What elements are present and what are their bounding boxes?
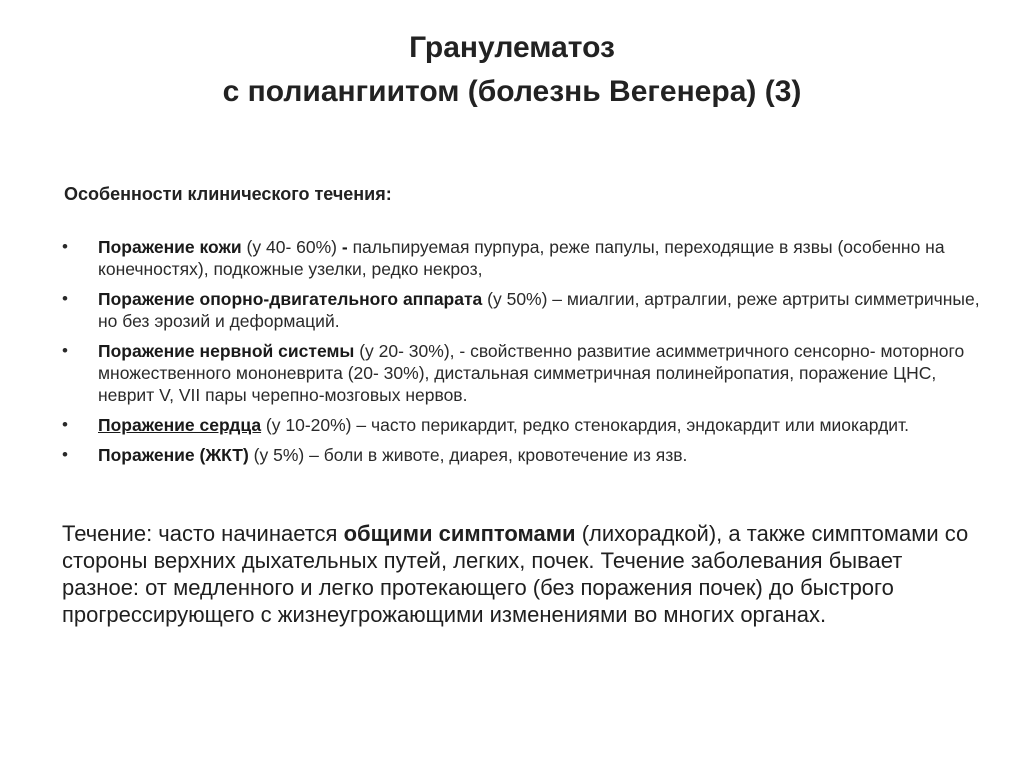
title-line-2: с полиангиитом (болезнь Вегенера) (3) [222, 75, 802, 108]
bullet-rest: (у 50%) [482, 289, 548, 309]
bullet-dot-icon: • [62, 445, 68, 464]
bullet-rest: (у 40- 60%) [241, 237, 342, 257]
course-pre: Течение: часто начинается [62, 521, 344, 546]
bullet-item-skin [62, 236, 982, 280]
bullet-list [62, 236, 982, 474]
bullet-head: Поражение сердца [98, 415, 262, 435]
bullet-dot-icon: • [62, 289, 68, 308]
bullet-rest: (у 5%) [248, 445, 305, 465]
bullet-head: Поражение опорно-двигательного аппарата [98, 289, 483, 309]
bullet-text: – миалгии, артралгии, реже артриты симметричные, но без эрозий и деформаций. [98, 289, 980, 331]
course-bold: общими симптомами [343, 521, 576, 546]
bullet-text: – боли в животе, диарея, кровотечение из язв. [304, 445, 688, 465]
bullet-item-gi [62, 444, 982, 466]
page-title [0, 26, 1024, 114]
bullet-dot-icon: • [62, 237, 68, 256]
bullet-dash: - [341, 237, 348, 257]
bullet-dot-icon: • [62, 341, 68, 360]
bullet-text: - свойственно развитие асимметричного сенсорно- моторного множественного мононеврита (20- 30%), дистальная симметричная полинейропатия, поражение ЦНС, неврит V, VII пары черепно-мозговых нервов. [98, 341, 965, 405]
bullet-head: Поражение кожи [98, 237, 242, 257]
bullet-item-musculoskeletal [62, 288, 982, 332]
bullet-text: пальпируемая пурпура, реже папулы, переходящие в язвы (особенно на конечностях), подкожные узелки, редко некроз, [98, 237, 945, 279]
bullet-item-heart [62, 414, 982, 436]
course-paragraph [62, 520, 982, 628]
course-post: (лихорадкой), а также симптомами со стороны верхних дыхательных путей, легких, почек. Течение заболевания бывает разное: от медленного и легко протекающего (без поражения почек) до быстрого прогрессирующего с жизнеугрожающими изменениями во многих органах. [62, 521, 969, 627]
bullet-text: – часто перикардит, редко стенокардия, эндокардит или миокардит. [351, 415, 910, 435]
bullet-item-nervous [62, 340, 982, 406]
bullet-head: Поражение нервной системы [98, 341, 355, 361]
bullet-rest: (у 20- 30%), [354, 341, 455, 361]
bullet-rest: (у 10-20%) [261, 415, 352, 435]
bullet-head: Поражение (ЖКТ) [98, 445, 249, 465]
title-line-1: Гранулематоз [409, 31, 615, 64]
section-heading: Особенности клинического течения: [64, 184, 392, 204]
bullet-dot-icon: • [62, 415, 68, 434]
